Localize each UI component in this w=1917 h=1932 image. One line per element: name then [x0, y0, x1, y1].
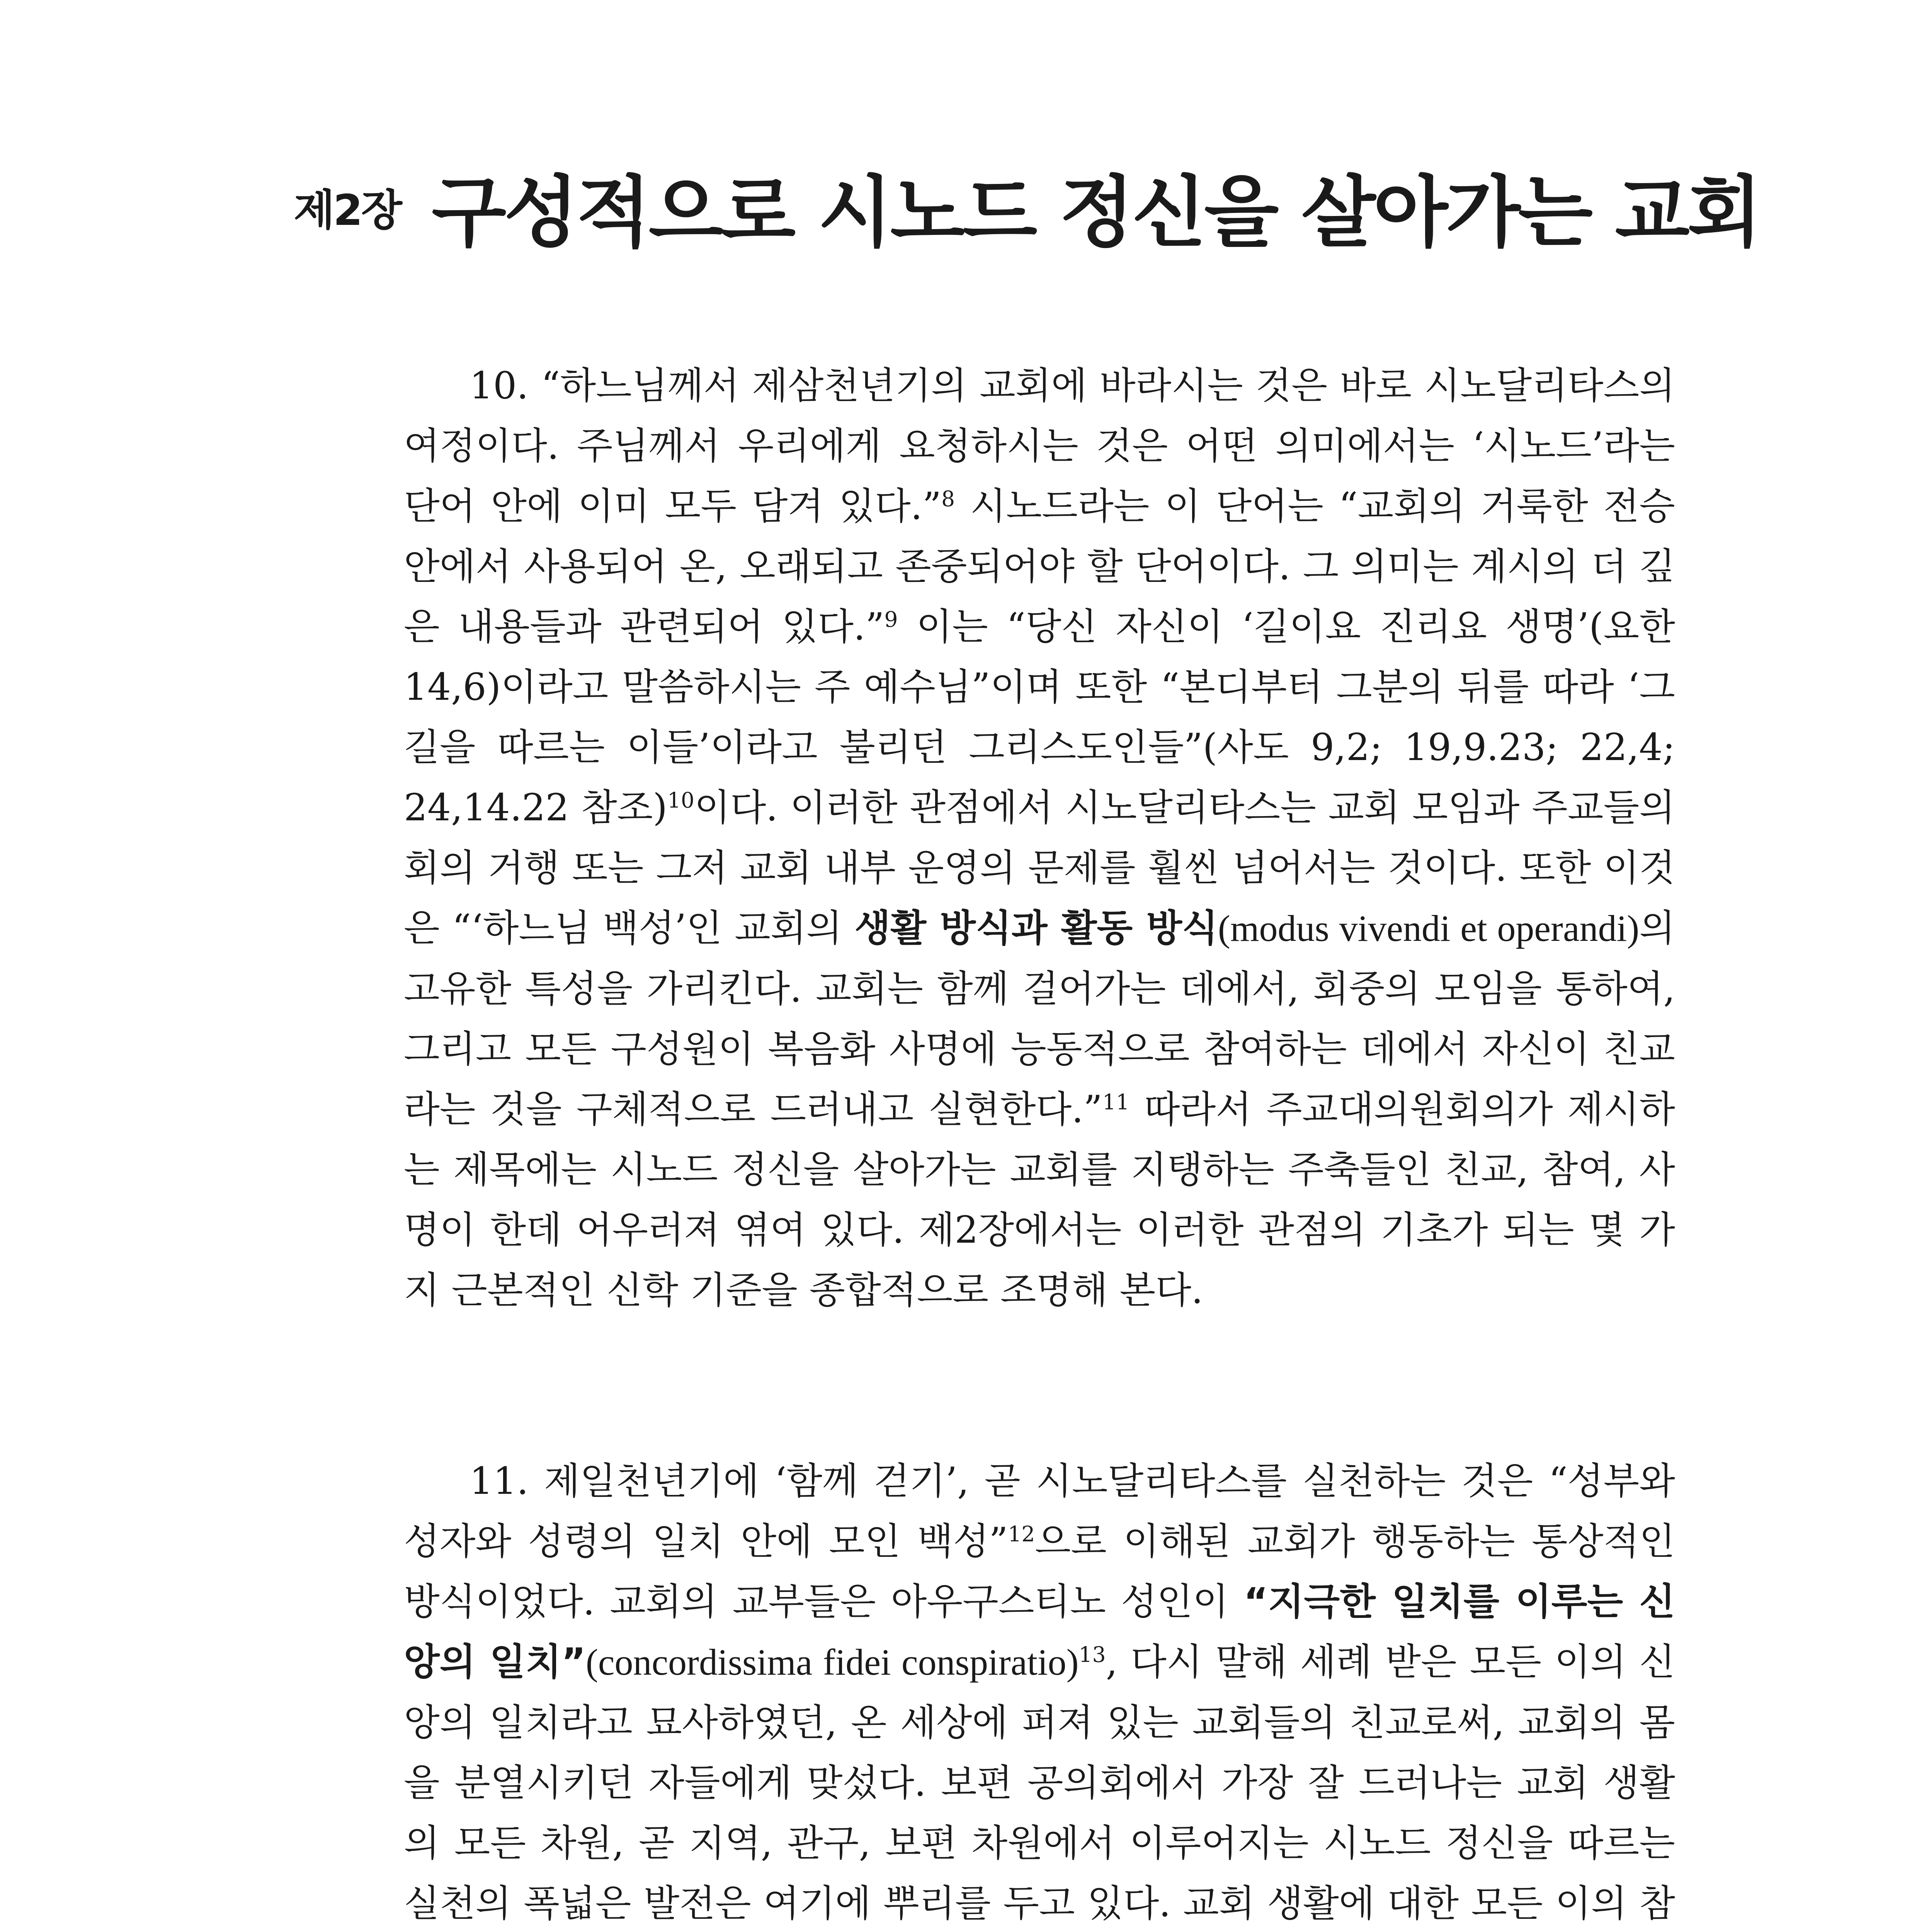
- footnote-ref-9: 9: [884, 607, 898, 632]
- paragraph-text: 11. 제일천년기에 ‘함께 걷기’, 곧 시노달리타스를 실천하는 것은 “성부와 성자와 성령의 일치 안에 모인 백성”: [404, 1459, 1675, 1563]
- chapter-heading: [294, 151, 1760, 262]
- paragraph-text: 시노드라는 이 단어는 “교회의 거룩한 전승 안에서 사용되어 온, 오래되고 존중되어야 할 단어이다. 그 의미는 계시의 더 깊은 내용들과 관련되어 있다.”: [404, 485, 1675, 648]
- paragraph-text: 따라서 주교대의원회의가 제시하는 제목에는 시노드 정신을 살아가는 교회를 지탱하는 주축들인 친교, 참여, 사명이 한데 어우러져 엮여 있다. 제2장에서는 이러한 관점의 기초가 되는 몇 가지 근본적인 신학 기준을 종합적으로 조명해 본다.: [404, 1088, 1675, 1312]
- paragraph-text: 이는 “당신 자신이 ‘길이요 진리요 생명’(요한 14,6)이라고 말씀하시는 주 예수님”이며 또한 “본디부터 그분의 뒤를 따라 ‘그 길을 따르는 이들’이라고 불리던 그리스도인들”(사도 9,2; 19,9.23; 22,4; 24,14.22 참조): [404, 605, 1675, 829]
- paragraph-10: [404, 355, 1675, 1320]
- bold-phrase: “지극한 일치를 이루는 신앙의 일치”: [404, 1580, 1675, 1684]
- chapter-number: 제2장: [294, 185, 401, 235]
- footnote-ref-11: 11: [1102, 1090, 1129, 1114]
- latin-phrase: (concordissima fidei conspiratio): [585, 1641, 1079, 1683]
- paragraph-text: 으로 이해된 교회가 행동하는 통상적인 방식이었다. 교회의 교부들은 아우구스티노 성인이: [404, 1520, 1675, 1623]
- paragraph-text: 의 고유한 특성을 가리킨다. 교회는 함께 걸어가는 데에서, 회중의 모임을 통하여, 그리고 모든 구성원이 복음화 사명에 능동적으로 참여하는 데에서 자신이 친교라는 것을 구체적으로 드러내고 실현한다.”: [404, 906, 1675, 1131]
- latin-phrase: (modus vivendi et operandi): [1218, 908, 1640, 949]
- footnote-ref-12: 12: [1008, 1522, 1035, 1546]
- paragraph-text: 10. “하느님께서 제삼천년기의 교회에 바라시는 것은 바로 시노달리타스의 여정이다. 주님께서 우리에게 요청하시는 것은 어떤 의미에서는 ‘시노드’라는 단어 안에 이미 모두 담겨 있다.”: [404, 364, 1675, 528]
- paragraph-text: , 다시 말해 세례 받은 모든 이의 신앙의 일치라고 묘사하였던, 온 세상에 퍼져 있는 교회들의 친교로써, 교회의 몸을 분열시키던 자들에게 맞섰다. 보편 공의회에서 가장 잘 드러나는 교회 생활의 모든 차원, 곧 지역, 관구, 보편 차원에서 이루어지는 시노드 정신을 따르는 실천의 폭넓은 발전은 여기에 뿌리를 두고 있다. 교회 생활에 대한 모든 이의 참: [404, 1640, 1675, 1925]
- paragraph-11: [404, 1451, 1675, 1932]
- footnote-ref-13: 13: [1078, 1642, 1106, 1667]
- footnote-ref-10: 10: [667, 788, 694, 813]
- chapter-title: 구성적으로 시노드 정신을 살아가는 교회: [432, 168, 1760, 258]
- bold-phrase: 생활 방식과 활동 방식: [854, 906, 1218, 950]
- footnote-ref-8: 8: [941, 486, 955, 511]
- paragraph-text: 이다. 이러한 관점에서 시노달리타스는 교회 모임과 주교들의 회의 거행 또는 그저 교회 내부 운영의 문제를 훨씬 넘어서는 것이다. 또한 이것은 “‘하느님 백성’인 교회의: [404, 786, 1675, 950]
